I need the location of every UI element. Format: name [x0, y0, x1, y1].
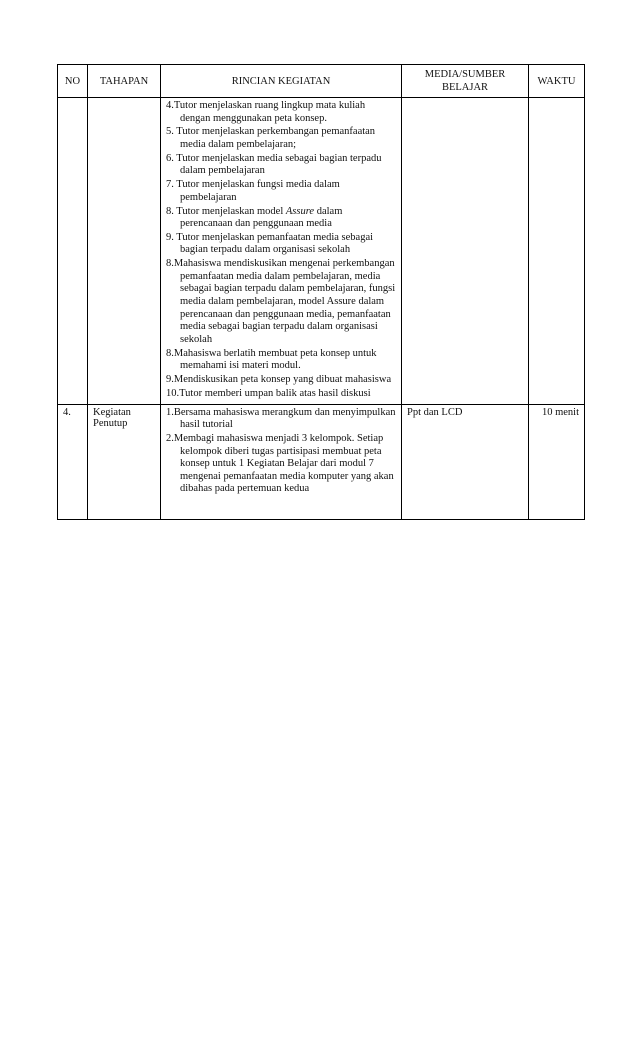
- activity-list: [166, 100, 396, 400]
- header-rincian: RINCIAN KEGIATAN: [161, 65, 402, 98]
- cell-media: [402, 98, 529, 405]
- list-item: 8. Tutor menjelaskan model Assure dalam perencanaan dan penggunaan media: [166, 205, 343, 230]
- header-waktu: WAKTU: [529, 65, 585, 98]
- header-tahapan: TAHAPAN: [88, 65, 161, 98]
- list-item: 4.Tutor menjelaskan ruang lingkup mata kuliah dengan menggunakan peta konsep.: [166, 100, 366, 124]
- lesson-plan-table: [57, 64, 585, 520]
- list-item: 10.Tutor memberi umpan balik atas hasil diskusi: [166, 387, 371, 399]
- list-item: 9. Tutor menjelaskan pemanfaatan media sebagai bagian terpadu dalam organisasi sekolah: [166, 231, 374, 256]
- table-row: [58, 404, 585, 519]
- list-item: 7. Tutor menjelaskan fungsi media dalam pembelajaran: [166, 179, 340, 203]
- list-item: 2.Membagi mahasiswa menjadi 3 kelompok. Setiap kelompok diberi tugas partisipasi membuat peta konsep untuk 1 Kegiatan Belajar dari modul 7 mengenai pemanfaatan media komputer yang akan dibahas pada pertemuan kedua: [166, 432, 394, 495]
- cell-media: Ppt dan LCD: [402, 404, 529, 519]
- cell-rincian: [161, 404, 402, 519]
- emphasis-text: Assure: [285, 205, 315, 217]
- header-no: NO: [58, 65, 88, 98]
- table-row: [58, 98, 585, 405]
- table-header-row: [58, 65, 585, 98]
- list-item: 5. Tutor menjelaskan perkembangan pemanfaatan media dalam pembelajaran;: [166, 126, 376, 150]
- list-item: 1.Bersama mahasiswa merangkum dan menyimpulkan hasil tutorial: [166, 406, 396, 431]
- cell-tahapan: [88, 98, 161, 405]
- list-item: 6. Tutor menjelaskan media sebagai bagian terpadu dalam pembelajaran: [166, 152, 382, 177]
- cell-rincian: [161, 98, 402, 405]
- cell-waktu: [529, 98, 585, 405]
- activity-list: [166, 407, 396, 496]
- cell-no: 4.: [58, 404, 88, 519]
- cell-waktu: 10 menit: [529, 404, 585, 519]
- cell-no: [58, 98, 88, 405]
- list-item: 8.Mahasiswa berlatih membuat peta konsep untuk memahami isi materi modul.: [166, 347, 377, 372]
- header-media: MEDIA/SUMBER BELAJAR: [402, 65, 529, 98]
- cell-tahapan: Kegiatan Penutup: [88, 404, 161, 519]
- list-item: 8.Mahasiswa mendiskusikan mengenai perkembangan pemanfaatan media dalam pembelajaran, media sebagai bagian terpadu dalam pembelajaran, fungsi media dalam pembelajaran, model Assure dalam perencanaan dan penggunaan media, pemanfaatan media sebagai bagian terpadu dalam organisasi sekolah: [166, 258, 396, 345]
- list-item: 9.Mendiskusikan peta konsep yang dibuat mahasiswa: [166, 373, 392, 385]
